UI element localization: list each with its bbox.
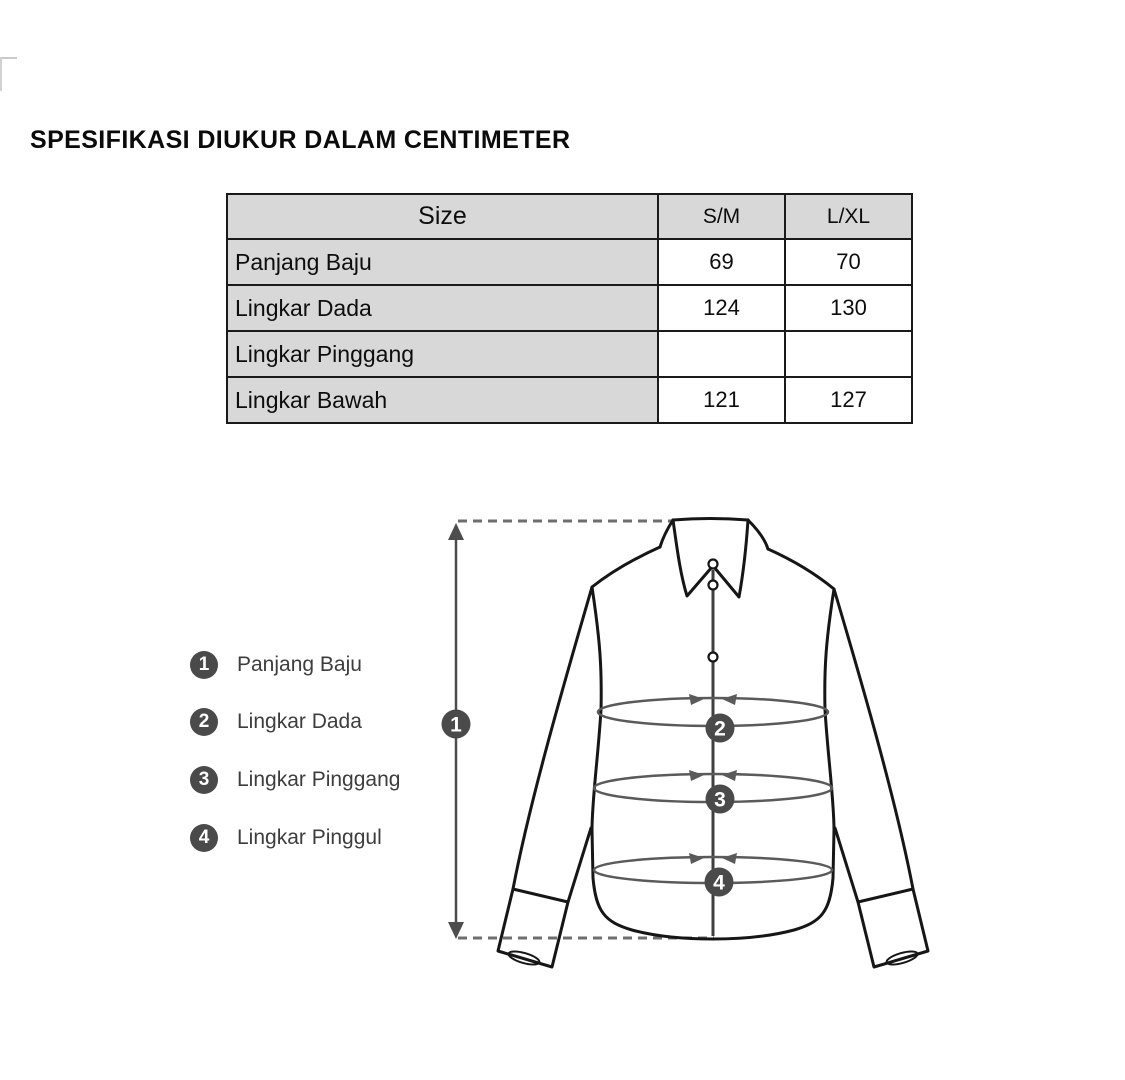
- legend-number-badge: 2: [190, 708, 218, 736]
- left-sleeve: [498, 587, 592, 967]
- row-value: 130: [785, 285, 912, 331]
- marker-number: 2: [714, 717, 726, 741]
- column-header-lxl: L/XL: [785, 194, 912, 239]
- marker-badge-2: [706, 714, 735, 743]
- size-header-cell: Size: [227, 194, 658, 239]
- shirt-button: [709, 653, 718, 662]
- right-sleeve: [834, 589, 928, 967]
- column-header-sm: S/M: [658, 194, 785, 239]
- marker-number: 3: [714, 788, 726, 812]
- row-value: 124: [658, 285, 785, 331]
- row-value: 70: [785, 239, 912, 285]
- marker-badge-3: [706, 785, 735, 814]
- marker-badge-1: [442, 710, 471, 739]
- legend-item-label: Lingkar Pinggang: [237, 768, 401, 791]
- legend-number-badge: 1: [190, 651, 218, 679]
- row-label: Lingkar Pinggang: [227, 331, 658, 377]
- legend-item-label: Lingkar Pinggul: [237, 826, 382, 849]
- collar-button: [709, 560, 718, 569]
- page-title: SPESIFIKASI DIUKUR DALAM CENTIMETER: [30, 126, 571, 154]
- marker-number: 4: [713, 871, 725, 895]
- row-value: 69: [658, 239, 785, 285]
- row-value: 127: [785, 377, 912, 423]
- legend-number-badge: 4: [190, 824, 218, 852]
- row-value: 121: [658, 377, 785, 423]
- row-label: Panjang Baju: [227, 239, 658, 285]
- marker-number: 1: [450, 713, 462, 737]
- shirt-outline: [498, 519, 928, 968]
- legend-item-label: Lingkar Dada: [237, 710, 362, 733]
- marker-badge-4: [705, 868, 734, 897]
- legend-item-label: Panjang Baju: [237, 653, 362, 676]
- legend-number-badge: 3: [190, 766, 218, 794]
- shirt-button: [709, 581, 718, 590]
- row-label: Lingkar Bawah: [227, 377, 658, 423]
- row-label: Lingkar Dada: [227, 285, 658, 331]
